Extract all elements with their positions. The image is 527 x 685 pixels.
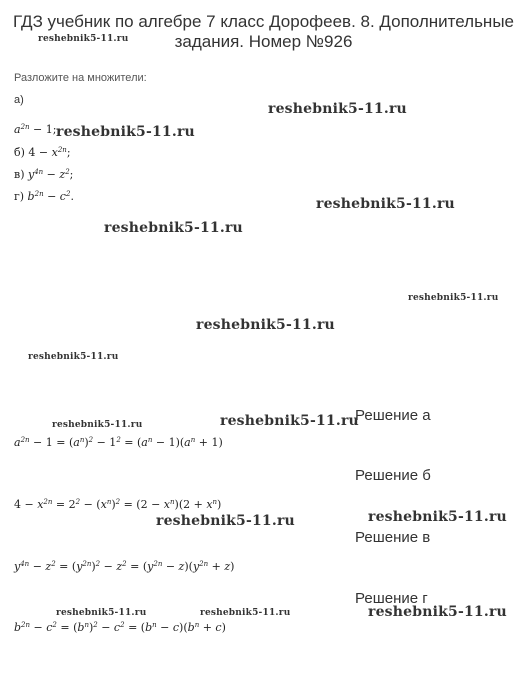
- task-c-expression: в) $y^{4n} - z^2$;: [14, 168, 74, 181]
- watermark: reshebnik5-11.ru: [38, 34, 129, 44]
- solution-c-heading: Решение в: [355, 529, 431, 546]
- task-c-label: в): [14, 168, 25, 181]
- watermark: reshebnik5-11.ru: [408, 293, 499, 303]
- page-title-line-1: ГДЗ учебник по алгебре 7 класс Дорофеев. 8. Дополнительные: [12, 12, 514, 31]
- task-b-label: б): [14, 146, 25, 159]
- watermark: reshebnik5-11.ru: [52, 420, 143, 430]
- page-title-line-2: задания. Номер №926: [174, 32, 353, 51]
- solution-b-heading: Решение б: [355, 467, 431, 484]
- watermark: reshebnik5-11.ru: [368, 509, 507, 525]
- task-b-expression: б) $4 - x^{2n}$;: [14, 146, 71, 159]
- solution-d-formula: $b^{2n} - c^2 = (b^n)^2 - c^2 = (b^n - c)(b^n + c)$: [14, 621, 226, 634]
- task-a-label: а): [14, 94, 24, 106]
- solution-c-formula: $y^{4n} - z^2 = (y^{2n})^2 - z^2 = (y^{2n} - z)(y^{2n} + z)$: [14, 560, 235, 573]
- task-d-expression: г) $b^{2n} - c^2$.: [14, 190, 74, 203]
- watermark: reshebnik5-11.ru: [196, 317, 335, 333]
- solution-d-heading: Решение г: [355, 590, 428, 607]
- solution-a-heading: Решение а: [355, 407, 431, 424]
- watermark: reshebnik5-11.ru: [28, 352, 119, 362]
- watermark: reshebnik5-11.ru: [220, 413, 359, 429]
- watermark: reshebnik5-11.ru: [368, 604, 507, 620]
- watermark: reshebnik5-11.ru: [268, 101, 407, 117]
- task-a-expression: $a^{2n} - 1$;: [14, 123, 57, 136]
- watermark: reshebnik5-11.ru: [56, 124, 195, 140]
- task-instruction: Разложите на множители:: [14, 72, 147, 84]
- solution-b-formula: $4 - x^{2n} = 2^2 - (x^n)^2 = (2 - x^n)(2 + x^n)$: [14, 498, 222, 511]
- watermark: reshebnik5-11.ru: [200, 608, 291, 618]
- page-title: [0, 12, 527, 52]
- watermark: reshebnik5-11.ru: [56, 608, 147, 618]
- watermark: reshebnik5-11.ru: [316, 196, 455, 212]
- task-d-label: г): [14, 190, 25, 203]
- watermark: reshebnik5-11.ru: [156, 513, 295, 529]
- watermark: reshebnik5-11.ru: [104, 220, 243, 236]
- solution-a-formula: $a^{2n} - 1 = (a^n)^2 - 1^2 = (a^n - 1)(a^n + 1)$: [14, 436, 223, 449]
